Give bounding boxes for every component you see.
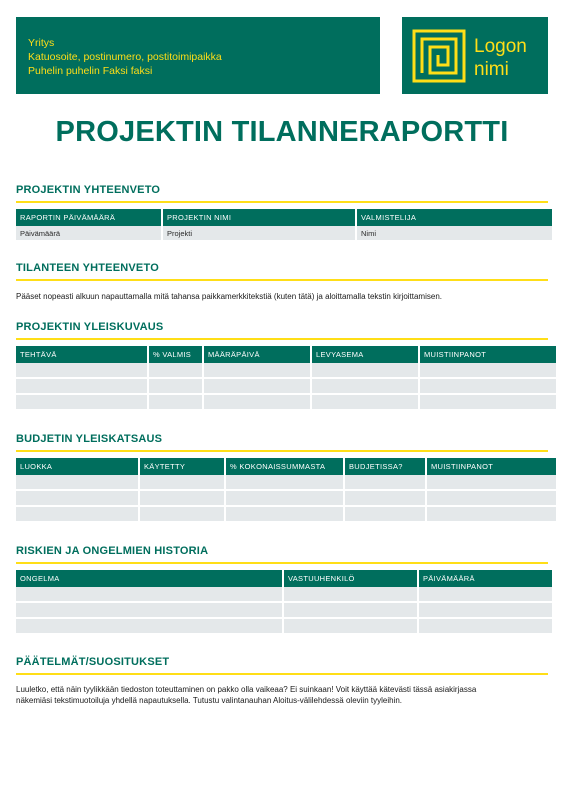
table-cell[interactable] [140, 475, 224, 491]
table-cell[interactable] [149, 379, 202, 395]
table-cell[interactable] [16, 619, 282, 635]
table-cell[interactable] [427, 507, 556, 523]
table-cell[interactable] [204, 395, 310, 411]
table-cell[interactable] [419, 603, 552, 619]
company-name[interactable]: Yritys [28, 37, 55, 49]
table-cell[interactable] [16, 475, 138, 491]
company-info-block [16, 17, 380, 94]
table-cell[interactable] [140, 507, 224, 523]
table-cell[interactable] [419, 619, 552, 635]
section-title-conclusions[interactable]: PÄÄTELMÄT/SUOSITUKSET [16, 656, 548, 675]
table-cell[interactable] [427, 491, 556, 507]
logo-block[interactable] [402, 17, 548, 94]
maze-logo-icon [412, 29, 466, 83]
table-cell[interactable] [312, 395, 418, 411]
column-header: LUOKKA [16, 458, 138, 475]
section-title-project-overview[interactable]: PROJEKTIN YLEISKUVAUS [16, 321, 548, 340]
table-cell[interactable] [226, 475, 343, 491]
section-title-project-summary[interactable]: PROJEKTIN YHTEENVETO [16, 184, 548, 203]
column-header: MÄÄRÄPÄIVÄ [204, 346, 310, 363]
table-cell[interactable] [345, 507, 425, 523]
section-title-risk-history[interactable]: RISKIEN JA ONGELMIEN HISTORIA [16, 545, 548, 564]
company-address[interactable]: Katuosoite, postinumero, postitoimipaikka [28, 51, 222, 63]
column-header: TEHTÄVÄ [16, 346, 147, 363]
column-header: KÄYTETTY [140, 458, 224, 475]
table-cell[interactable] [420, 379, 556, 395]
table-cell[interactable] [16, 491, 138, 507]
section-title-status-summary[interactable]: TILANTEEN YHTEENVETO [16, 262, 548, 281]
table-cell[interactable] [284, 619, 417, 635]
risk-history-table [14, 570, 554, 635]
section-title-budget-overview[interactable]: BUDJETIN YLEISKATSAUS [16, 433, 548, 452]
project-summary-table [14, 209, 554, 242]
table-cell[interactable]: Projekti [163, 226, 355, 242]
table-cell[interactable] [149, 395, 202, 411]
table-row [16, 619, 552, 635]
project-overview-table [14, 346, 558, 411]
table-cell[interactable] [345, 491, 425, 507]
table-cell[interactable] [204, 379, 310, 395]
logo-text [474, 35, 527, 81]
table-cell[interactable] [16, 379, 147, 395]
column-header: LEVYASEMA [312, 346, 418, 363]
column-header: % VALMIS [149, 346, 202, 363]
table-cell[interactable] [427, 475, 556, 491]
table-cell[interactable] [226, 507, 343, 523]
budget-overview-table [14, 458, 558, 523]
column-header: RAPORTIN PÄIVÄMÄÄRÄ [16, 209, 161, 226]
table-cell[interactable] [16, 395, 147, 411]
table-cell[interactable] [226, 491, 343, 507]
table-cell[interactable] [312, 363, 418, 379]
status-summary-text[interactable]: Pääset nopeasti alkuun napauttamalla mitä tahansa paikkamerkkitekstiä (kuten tätä) ja aloittamalla tekstin kirjoittamisen. [16, 292, 442, 301]
table-cell[interactable] [16, 507, 138, 523]
table-cell[interactable]: Nimi [357, 226, 552, 242]
table-cell[interactable]: Päivämäärä [16, 226, 161, 242]
conclusions-text-line-2: näkemiäsi tekstimuotoiluja yhdellä napautuksella. Tutustu valintanauhan Aloitus-välilehdessä oleviin tyyleihin. [16, 696, 403, 705]
table-cell[interactable] [420, 363, 556, 379]
column-header: PÄIVÄMÄÄRÄ [419, 570, 552, 587]
table-row [16, 363, 556, 379]
report-title[interactable]: PROJEKTIN TILANNERAPORTTI [55, 116, 509, 148]
company-contact[interactable]: Puhelin puhelin Faksi faksi [28, 65, 153, 77]
column-header: MUISTIINPANOT [427, 458, 556, 475]
table-cell[interactable] [419, 587, 552, 603]
column-header: ONGELMA [16, 570, 282, 587]
table-row [16, 491, 556, 507]
conclusions-text-line-1: Luuletko, että näin tyylikkään tiedoston toteuttaminen on pakko olla vaikeaa? Ei suinkaan! Voit käyttää kätevästi tässä asiakirjassa [16, 685, 477, 694]
document-header [16, 17, 548, 94]
column-header: BUDJETISSA? [345, 458, 425, 475]
column-header: VALMISTELIJA [357, 209, 552, 226]
table-cell[interactable] [345, 475, 425, 491]
table-cell[interactable] [312, 379, 418, 395]
table-row [16, 507, 556, 523]
table-cell[interactable] [16, 363, 147, 379]
table-row [16, 475, 556, 491]
table-cell[interactable] [204, 363, 310, 379]
column-header: VASTUUHENKILÖ [284, 570, 417, 587]
table-cell[interactable] [140, 491, 224, 507]
conclusions-text[interactable] [16, 684, 548, 706]
table-cell[interactable] [284, 603, 417, 619]
logo-text-line-1: Logon [474, 36, 527, 57]
table-row [16, 395, 556, 411]
table-cell[interactable] [284, 587, 417, 603]
column-header: MUISTIINPANOT [420, 346, 556, 363]
table-cell[interactable] [16, 603, 282, 619]
column-header: % KOKONAISSUMMASTA [226, 458, 343, 475]
table-row [16, 587, 552, 603]
table-row [16, 379, 556, 395]
table-row [16, 226, 552, 242]
table-cell[interactable] [149, 363, 202, 379]
table-cell[interactable] [16, 587, 282, 603]
column-header: PROJEKTIN NIMI [163, 209, 355, 226]
table-cell[interactable] [420, 395, 556, 411]
table-row [16, 603, 552, 619]
logo-text-line-2: nimi [474, 59, 509, 80]
